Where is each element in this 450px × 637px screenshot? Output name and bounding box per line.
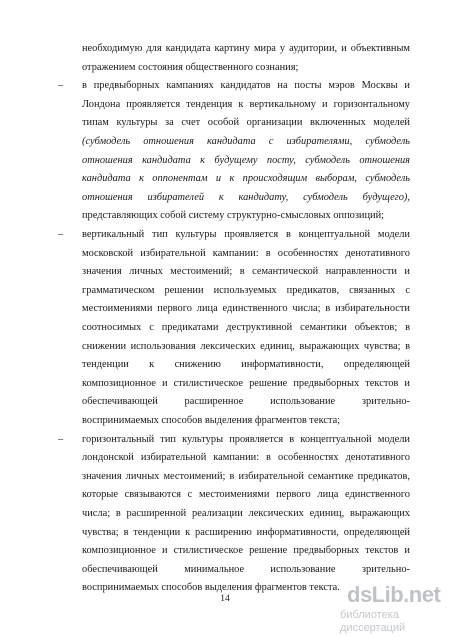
text-line: московской избирательной кампании: в особенностях денотативного bbox=[82, 247, 410, 259]
text-line: обеспечивающей расширенное использование зрительно- bbox=[82, 396, 410, 408]
text-line: Лондона проявляется тенденция к вертикальному и горизонтальному bbox=[82, 98, 410, 110]
text-line: лондонской избирательной кампании: в особенностях денотативного bbox=[82, 452, 410, 464]
watermark-subtitle: библиотека диссертаций bbox=[340, 609, 406, 634]
text-line: числа; в расширенной реализации лексических единиц, выражающих bbox=[82, 508, 410, 519]
text-line: представляющих собой систему структурно-смысловых оппозиций; bbox=[82, 210, 385, 222]
text-line: необходимую для кандидата картину мира у аудитории, и объективным bbox=[82, 43, 410, 54]
text-line: воспринимаемых способов выделения фрагментов текста; bbox=[82, 415, 341, 426]
text-line: типам культуры за счет особой организации включенных моделей bbox=[82, 117, 410, 129]
text-line: композиционное и стилистическое решение предвыборных текстов и bbox=[82, 545, 410, 557]
page-number: 14 bbox=[220, 594, 230, 604]
text-line: воспринимаемых способов выделения фрагментов текста. bbox=[82, 582, 340, 594]
text-line: снижении использования лексических единиц, выражающих чувства; в bbox=[82, 340, 410, 352]
text-line: местоимениями первого лица единственного числа; в избирательности bbox=[82, 303, 410, 315]
text-line: обеспечивающей минимальное использование зрительно- bbox=[82, 563, 410, 575]
text-line: чувства; в тенденции к расширению информативности, определяющей bbox=[82, 526, 410, 538]
text-line: отражением состояния общественного сознания; bbox=[82, 61, 299, 73]
text-line: соотносимых с предикатами деструктивной семантики объектов; в bbox=[82, 322, 410, 333]
text-line: грамматическом решении используемых предикатов, связанных с bbox=[82, 284, 410, 296]
text-line: вертикальный тип культуры проявляется в концептуальной модели bbox=[82, 229, 410, 240]
text-line: (субмодель отношения кандидата с избирателями, субмодель bbox=[82, 136, 410, 147]
text-line: значения личных местоимений; в избирательной семантике предикатов, bbox=[82, 470, 410, 482]
text-line: кандидата к оппонентам и к происходящим выборам, субмодель bbox=[82, 173, 410, 185]
text-line: горизонтальный тип культуры проявляется в концептуальной модели bbox=[82, 433, 410, 445]
text-line: отношения избирателей к кандидату, субмодель будущего), bbox=[82, 191, 410, 203]
text-line: композиционное и стилистическое решение предвыборных текстов и bbox=[82, 377, 410, 389]
text-line: тенденции к снижению информативности, определяющей bbox=[82, 359, 410, 371]
bullet-marker: – bbox=[58, 80, 64, 92]
bullet-marker: – bbox=[58, 229, 64, 240]
text-line: отношения кандидата к будущему посту, субмодель отношения bbox=[82, 154, 410, 166]
text-line: значения личных местоимений; в семантической направленности и bbox=[82, 266, 410, 278]
watermark-logo: dsLib.net bbox=[347, 582, 441, 607]
text-line: в предвыборных кампаниях кандидатов на посты мэров Москвы и bbox=[82, 80, 410, 92]
text-line: которые связываются с местоимениями первого лица единственного bbox=[82, 489, 410, 501]
bullet-marker: – bbox=[58, 433, 64, 445]
